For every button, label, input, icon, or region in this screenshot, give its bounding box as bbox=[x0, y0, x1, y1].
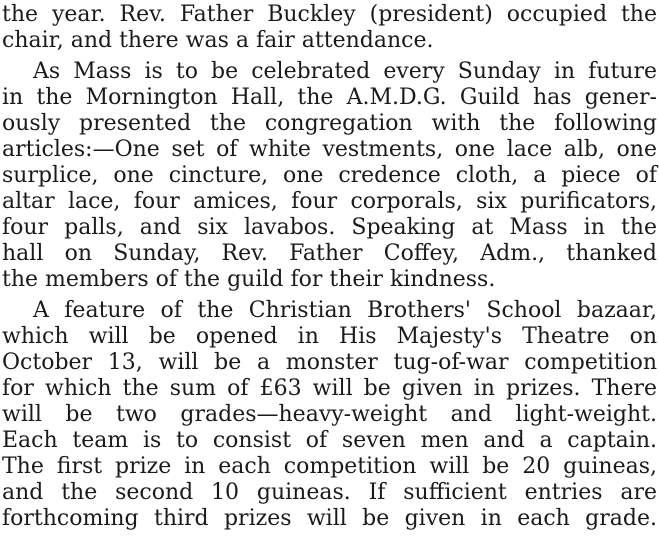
text-line: for which the sum of £63 will be given in prizes. There bbox=[2, 376, 657, 401]
text-line: hall on Sunday, Rev. Father Coffey, Adm., thanked bbox=[2, 241, 657, 266]
text-line: altar lace, four amices, four corporals, six purificators, bbox=[2, 189, 657, 214]
text-line: A feature of the Christian Brothers' School bazaar, bbox=[33, 298, 657, 323]
text-line: ously presented the congregation with the following bbox=[2, 111, 657, 136]
text-line: Each team is to consist of seven men and a captain. bbox=[2, 428, 657, 453]
text-line: surplice, one cincture, one credence cloth, a piece of bbox=[2, 163, 657, 188]
text-line: and the second 10 guineas. If sufficient entries are bbox=[2, 480, 657, 505]
text-line: which will be opened in His Majesty's Theatre on bbox=[2, 324, 657, 349]
text-line: four palls, and six lavabos. Speaking at Mass in the bbox=[2, 215, 657, 240]
text-line: forthcoming third prizes will be given in each grade. bbox=[2, 506, 657, 531]
newspaper-column bbox=[2, 0, 657, 558]
text-line: October 13, will be a monster tug-of-war competition bbox=[2, 350, 657, 375]
text-line: articles:—One set of white vestments, one lace alb, one bbox=[2, 137, 657, 162]
text-line: chair, and there was a fair attendance. bbox=[2, 28, 434, 53]
text-line: The first prize in each competition will be 20 guineas, bbox=[2, 454, 657, 479]
text-line: in the Mornington Hall, the A.M.D.G. Guild has gener- bbox=[2, 85, 657, 110]
text-line: will be two grades—heavy-weight and light-weight. bbox=[2, 402, 657, 427]
text-line: the year. Rev. Father Buckley (president) occupied the bbox=[2, 2, 657, 27]
text-line: the members of the guild for their kindness. bbox=[2, 267, 496, 292]
text-line: As Mass is to be celebrated every Sunday in future bbox=[33, 59, 657, 84]
